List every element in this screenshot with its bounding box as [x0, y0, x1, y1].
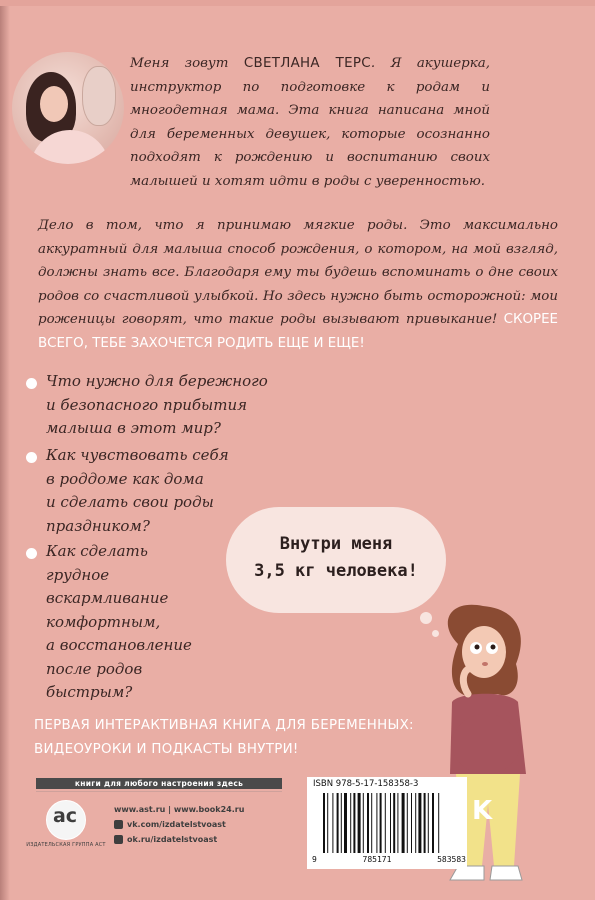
promo-line: ВИДЕОУРОКИ И ПОДКАСТЫ ВНУТРИ! [34, 741, 299, 757]
barcode-bar [344, 793, 347, 853]
question-line: и безопасного прибытия [46, 395, 248, 414]
barcode-bar [402, 793, 405, 853]
isbn-label: ISBN 978-5-17-158358-3 [313, 779, 419, 789]
barcode-bar [432, 793, 434, 853]
k-mark-icon: K [472, 796, 493, 826]
publisher-logo-text: ac [52, 805, 78, 827]
bubble-line: Внутри меня [279, 534, 393, 554]
tagline-bar: книги для любого настроения здесь [36, 778, 282, 789]
question-3 [46, 540, 192, 705]
barcode-bar [353, 793, 355, 853]
doll-model [82, 66, 116, 126]
barcode-bar [393, 793, 395, 853]
barcode-bar [411, 793, 412, 853]
paragraph-text: Дело в том, что я принимаю мягкие роды. Это максимально аккуратный для малыша способ рождения, о котором, на мой взгляд, должны знать все. Благодаря ему ты будешь вспоминать о дне своих родов со счастливой улыбкой. Но здесь нужно быть осторожной: мои роженицы говорят, что такие роды вызывают привыкание! [38, 218, 558, 328]
link-row[interactable] [114, 802, 244, 817]
barcode-bar [397, 793, 398, 853]
barcode-digit-group: 9 [312, 855, 317, 864]
link-row[interactable] [114, 832, 244, 847]
barcode-bar [363, 793, 364, 853]
author-photo [12, 52, 124, 164]
question-line: Как сделать [46, 542, 148, 560]
barcode-bar [407, 793, 408, 853]
link-row[interactable] [114, 817, 244, 832]
barcode-digit-group: 583583 [437, 855, 466, 864]
intro-rest: . Я акушерка, инструктор по подготовке к родам и многодетная мама. Эта книга написана мной для беременных девушек, которые осознанно подходят к рождению и воспитанию своих малышей и хотят идти в роды с уверенностью. [130, 56, 490, 189]
question-line: вскармливание [46, 589, 169, 607]
website-link[interactable]: www.ast.ru | www.book24.ru [114, 805, 245, 814]
barcode-bar [350, 793, 351, 853]
vk-link[interactable]: vk.com/izdatelstvoast [127, 820, 226, 829]
barcode-bar [380, 793, 382, 853]
question-line: Как чувствовать себя [46, 446, 229, 464]
question-line: Что нужно для бережного [46, 372, 268, 390]
barcode-bar [418, 793, 421, 853]
barcode-bar [367, 793, 369, 853]
tagline-divider [36, 791, 282, 792]
barcode-bar [323, 793, 325, 853]
author-face [40, 86, 68, 122]
bullet-dot [26, 378, 37, 389]
publisher-links [114, 802, 244, 847]
speech-bubble-text [226, 531, 446, 585]
question-1 [46, 370, 268, 441]
barcode-bar [327, 793, 328, 853]
barcode-bar [358, 793, 361, 853]
question-line: комфортным, [46, 612, 161, 631]
question-2 [46, 444, 229, 538]
question-line: праздником? [46, 516, 150, 535]
promo-banner [34, 714, 554, 761]
barcode-bar [371, 793, 372, 853]
vk-icon [114, 820, 123, 829]
author-intro [130, 52, 490, 194]
barcode-bar [390, 793, 391, 853]
barcode-bar [424, 793, 426, 853]
top-edge [0, 0, 595, 6]
barcode-bar [376, 793, 377, 853]
question-line: после родов [46, 659, 143, 678]
barcode-bar [341, 793, 342, 853]
barcode-bar [332, 793, 333, 853]
question-line: грудное [46, 565, 110, 584]
barcode-bar [415, 793, 416, 853]
bubble-line: 3,5 кг человека! [254, 561, 418, 581]
author-name: СВЕТЛАНА ТЕРС [243, 56, 371, 71]
description-paragraph [38, 214, 558, 356]
question-line: быстрым? [46, 683, 133, 701]
question-line: а восстановление [46, 636, 192, 654]
bullet-dot [26, 452, 37, 463]
promo-line: ПЕРВАЯ ИНТЕРАКТИВНАЯ КНИГА ДЛЯ БЕРЕМЕННЫХ: [34, 718, 414, 733]
barcode-digits [312, 855, 466, 864]
ok-link[interactable]: ok.ru/izdatelstvoast [127, 835, 218, 844]
barcode-digit-group: 785171 [362, 855, 392, 864]
publisher-name: ИЗДАТЕЛЬСКАЯ ГРУППА АСТ [26, 842, 106, 848]
question-line: малыша в этот мир? [46, 419, 221, 437]
barcode-bar [337, 793, 339, 853]
intro-lead: Меня зовут [130, 56, 244, 71]
ok-icon [114, 835, 123, 844]
barcode-bar [385, 793, 386, 853]
question-line: в роддоме как дома [46, 469, 204, 488]
question-line: и сделать свои роды [46, 493, 214, 511]
barcode-bar [438, 793, 439, 853]
barcode-icon [321, 793, 465, 853]
barcode-bar [428, 793, 429, 853]
bullet-dot [26, 548, 37, 559]
paragraph-highlight: СКОРЕЕ ВСЕГО, ТЕБЕ ЗАХОЧЕТСЯ РОДИТЬ ЕЩЕ И ЕЩЕ! [38, 312, 558, 351]
book-spine-edge [0, 0, 10, 900]
